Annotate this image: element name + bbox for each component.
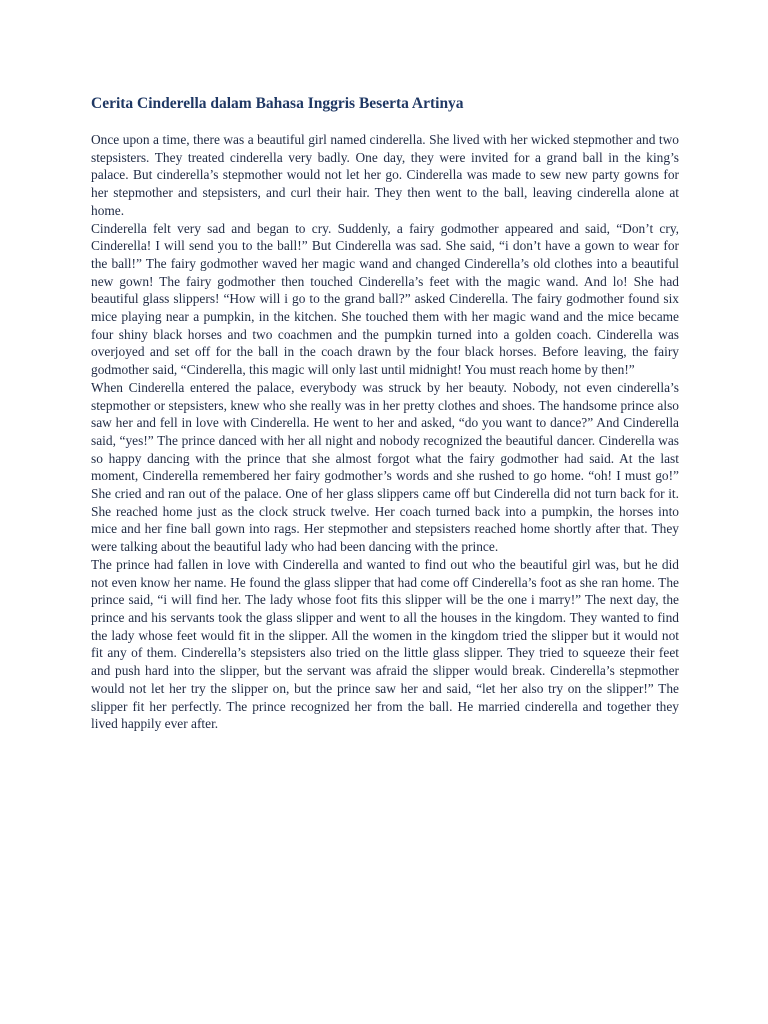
- story-paragraph-2: Cinderella felt very sad and began to cry. Suddenly, a fairy godmother appeared and said, “Don’t cry, Cinderella! I will send you to the ball!” But Cinderella was sad. She said, “i don’t have a gown to wear for the ball!” The fairy godmother waved her magic wand and changed Cinderella’s old clothes into a beautiful new gown! The fairy godmother then touched Cinderella’s feet with the magic wand. And lo! She had beautiful glass slippers! “How will i go to the grand ball?” asked Cinderella. The fairy godmother found six mice playing near a pumpkin, in the kitchen. She touched them with her magic wand and the mice became four shiny black horses and two coachmen and the pumpkin turned into a golden coach. Cinderella was overjoyed and set off for the ball in the coach drawn by the four black horses. Before leaving, the fairy godmother said, “Cinderella, this magic will only last until midnight! You must reach home by then!”: [91, 220, 679, 378]
- document-page: [91, 95, 679, 733]
- story-paragraph-4: The prince had fallen in love with Cinderella and wanted to find out who the beautiful girl was, but he did not even know her name. He found the glass slipper that had come off Cinderella’s foot as she ran home. The prince said, “i will find her. The lady whose foot fits this slipper will be the one i marry!” The next day, the prince and his servants took the glass slipper and went to all the houses in the kingdom. They wanted to find the lady whose feet would fit in the slipper. All the women in the kingdom tried the slipper but it would not fit any of them. Cinderella’s stepsisters also tried on the little glass slipper. They tried to squeeze their feet and push hard into the slipper, but the servant was afraid the slipper would break. Cinderella’s stepmother would not let her try the slipper on, but the prince saw her and said, “let her also try on the slipper!” The slipper fit her perfectly. The prince recognized her from the ball. He married cinderella and together they lived happily ever after.: [91, 556, 679, 732]
- story-paragraph-1: Once upon a time, there was a beautiful girl named cinderella. She lived with her wicked stepmother and two stepsisters. They treated cinderella very badly. One day, they were invited for a grand ball in the king’s palace. But cinderella’s stepmother would not let her go. Cinderella was made to sew new party gowns for her stepmother and stepsisters, and curl their hair. They then went to the ball, leaving cinderella alone at home.: [91, 132, 679, 218]
- story-paragraph-3: When Cinderella entered the palace, everybody was struck by her beauty. Nobody, not even cinderella’s stepmother or stepsisters, knew who she really was in her pretty clothes and shoes. The handsome prince also saw her and fell in love with Cinderella. He went to her and asked, “do you want to dance?” And Cinderella said, “yes!” The prince danced with her all night and nobody recognized the beautiful dancer. Cinderella was so happy dancing with the prince that she almost forgot what the fairy godmother had said. At the last moment, Cinderella remembered her fairy godmother’s words and she rushed to go home. “oh! I must go!” She cried and ran out of the palace. One of her glass slippers came off but Cinderella did not turn back for it. She reached home just as the clock struck twelve. Her coach turned back into a pumpkin, the horses into mice and her fine ball gown into rags. Her stepmother and stepsisters reached home shortly after that. They were talking about the beautiful lady who had been dancing with the prince.: [91, 379, 679, 555]
- document-title: Cerita Cinderella dalam Bahasa Inggris Beserta Artinya: [91, 95, 464, 112]
